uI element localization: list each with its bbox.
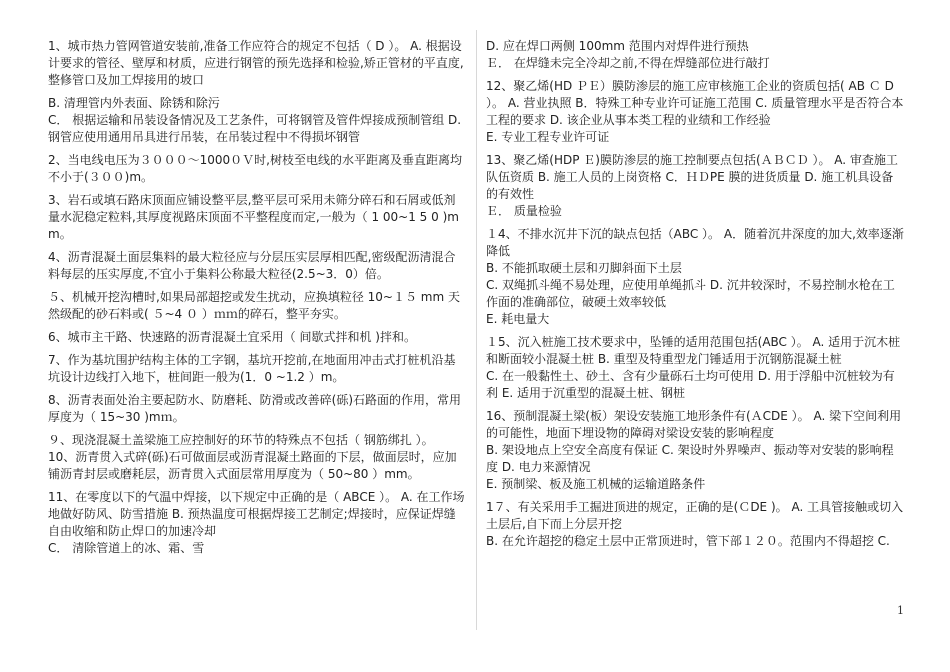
q13-stem: 13、聚乙烯(HDP Ｅ)膜防渗层的施工控制要点包括(ＡＢＣＤ ）。 A. 审查施工队伍资质 B. 施工人员的上岗资格 C．ＨＤPE 膜的进货质量 D. 施工机具设备的有效性 (486, 153, 898, 201)
q11-option-d: D. 应在焊口两侧 100mm 范围内对焊件进行预热 (486, 39, 749, 53)
q16-stem: 16、预制混凝土梁(板）架设安装施工地形条件有(ＡCDE ）。 A. 梁下空间利用的可能性，地面下埋设物的障碍对梁设安装的影响程度 (486, 409, 902, 440)
left-column (48, 38, 466, 563)
q14-option-e: E. 耗电量大 (486, 312, 550, 326)
q6: 6、城市主干路、快速路的沥青混凝土宜采用（ 间歇式拌和机 )拌和。 (48, 330, 416, 344)
q14-stem: １4、不排水沉井下沉的缺点包括（ABC ）。 A．随着沉井深度的加大,效率逐渐降低 (486, 227, 904, 258)
column-divider (476, 30, 477, 630)
q5: ５、机械开挖沟槽时,如果局部超挖或发生扰动，应换填粒径 10~１５ mm 天然级配的砂石料或( ５~4 ０ ）ｍｍ的碎石，整平夯实。 (48, 290, 460, 321)
q11-option-e: Ｅ． 在焊缝未完全冷却之前,不得在焊缝部位进行敲打 (486, 56, 770, 70)
q10: 10、沥青贯入式碎(砾)石可做面层或沥青混凝土路面的下层，做面层时，应加铺沥青封层或磨耗层，沥青贯入式面层常用厚度为（ 50~80 ）mm。 (48, 450, 457, 481)
q8: 8、沥青表面处治主要起防水、防磨耗、防滑或改善碎(砾)石路面的作用，常用厚度为（ 15~30 )mｍ。 (48, 393, 462, 424)
q15-option-cde: C. 在一般黏性土、砂土、含有少量砾石土均可使用 D. 用于浮船中沉桩较为有利 E. 适用于沉重型的混凝土桩、钢桩 (486, 369, 895, 400)
q7: 7、作为基坑围护结构主体的工字钢，基坑开挖前,在地面用冲击式打桩机沿基坑设计边线打入地下，桩间距一般为(1．0 ~1.2 ）m。 (48, 353, 456, 384)
q12-option-e: E. 专业工程专业许可证 (486, 130, 610, 144)
page-number: 1 (897, 604, 904, 617)
q3: 3、岩石或填石路床顶面应铺设整平层,整平层可采用未筛分碎石和石屑或低剂量水泥稳定粒料,其厚度视路床顶面不平整程度而定,一般为（ 1 00~1 5 0 )mm。 (48, 193, 459, 241)
q15-stem: １5、沉入桩施工技术要求中，坠锤的适用范围包括(ABC ）。 A. 适用于沉木桩和断面较小混凝土桩 B. 重型及特重型龙门锤适用于沉钢筋混凝土桩 (486, 335, 901, 366)
q1-option-cd: C． 根据运输和吊装设备情况及工艺条件，可将钢管及管件焊接成预制管组 D. 钢管应使用通用吊具进行吊装，在吊装过程中不得损坏钢管 (48, 113, 462, 144)
q17-stem: 1７、有关采用手工掘进顶进的规定，正确的是(ＣDE )。 A. 工具管接触或切入土层后,自下而上分层开挖 (486, 500, 904, 531)
q14-option-b: B. 不能抓取硬土层和刃脚斜面下土层 (486, 261, 682, 275)
q11-option-c: C． 清除管道上的冰、霜、雪 (48, 541, 205, 555)
q1-option-b: B. 清理管内外表面、除锈和除污 (48, 96, 220, 110)
q17-option-bc: B. 在允许超挖的稳定土层中正常顶进时，管下部１２０。范围内不得超挖 C. (486, 534, 890, 548)
q12-stem: 12、聚乙烯(HD ＰＥ）膜防渗层的施工应审核施工企业的资质包括( AB Ｃ D ）。 A. 营业执照 B．特殊工种专业许可证施工范围 C. 质量管理水平是否符合本工程的要求 D. 该企业从事本类工程的业绩和工作经验 (486, 79, 904, 127)
q1-stem: 1、城市热力管网管道安装前,准备工作应符合的规定不包括（ D ）。 A. 根据设计要求的管径、壁厚和材质，应进行钢管的预先选择和检验,矫正管材的平直度,整修管口及加工焊接用的坡口 (48, 39, 464, 87)
q16-option-e: E. 预制梁、板及施工机械的运输道路条件 (486, 477, 706, 491)
right-column (486, 38, 904, 550)
q11-stem: 11、在零度以下的气温中焊接，以下规定中正确的是（ ABCE ）。 A. 在工作场地做好防风、防雪措施 B. 预热温度可根据焊接工艺制定;焊接时，应保证焊缝自由收缩和防止焊口的加速冷却 (48, 490, 465, 538)
q2: 2、当电线电压为３０００～1000０Ｖ时,树枝至电线的水平距离及垂直距离均不小于(３００)m。 (48, 153, 462, 184)
q9: ９、现浇混凝土盖梁施工应控制好的环节的特殊点不包括（ 钢筋绑扎 ）。 (48, 433, 434, 447)
q14-option-cd: C. 双绳抓斗绳不易处理，应使用单绳抓斗 D. 沉井较深时，不易控制水枪在工作面的准确部位，破硬土效率较低 (486, 278, 895, 309)
q4: 4、沥青混凝土面层集料的最大粒径应与分层压实层厚相匹配,密级配沥清混合料每层的压实厚度,不宜小于集料公称最大粒径(2.5~3．0）倍。 (48, 250, 456, 281)
q16-option-bcd: B. 架设地点上空安全高度有保证 C. 架设时外界噪声、振动等对安装的影响程度 D. 电力来源情况 (486, 443, 894, 474)
q13-option-e: Ｅ． 质量检验 (486, 204, 562, 218)
